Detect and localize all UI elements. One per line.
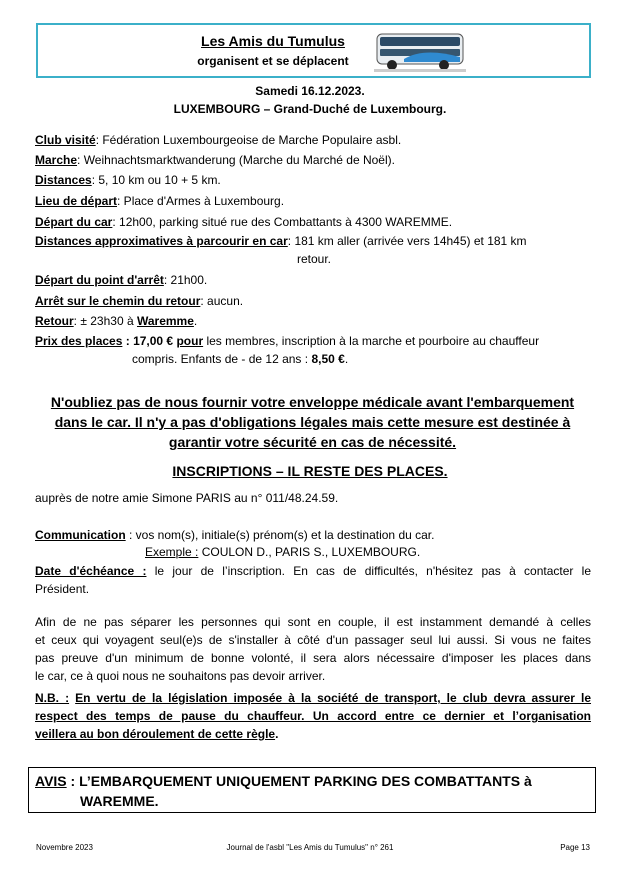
- price-line-2: [132, 352, 348, 366]
- club-visited-value: : Fédération Luxembourgeoise de Marche Populaire asbl.: [95, 133, 402, 147]
- footer-page: Page 13: [560, 843, 590, 852]
- stop-departure-value: : 21h00.: [163, 273, 208, 287]
- nb-text-2: respect des temps de pause du chauffeur. Un accord entre ce dernier et l’organisation: [35, 709, 591, 723]
- inscriptions-title: INSCRIPTIONS – IL RESTE DES PLACES.: [172, 463, 448, 479]
- nb-text-1: En vertu de la législation imposée à la société de transport, le club devra assurer le: [75, 691, 592, 705]
- deadline-text-2: Président.: [35, 582, 90, 596]
- approx-distance-label: Distances approximatives à parcourir en car: [35, 234, 288, 248]
- price-sep: :: [122, 334, 134, 348]
- club-visited-line: [35, 133, 401, 147]
- return-stop-value: : aucun.: [200, 294, 244, 308]
- start-value: : Place d'Armes à Luxembourg.: [117, 194, 285, 208]
- couples-paragraph: [35, 613, 591, 685]
- nb-line-3: [35, 725, 591, 743]
- nb-text-3: veillera au bon déroulement de cette règle: [35, 727, 276, 741]
- communication-value: : vos nom(s), initiale(s) prénom(s) et la destination du car.: [125, 528, 435, 542]
- bus-departure-line: [35, 215, 452, 229]
- example-line: [145, 545, 420, 559]
- distances-line: [35, 173, 221, 187]
- nb-text-3-end: .: [275, 727, 279, 741]
- walk-line: [35, 153, 395, 167]
- communication-label: Communication: [35, 528, 126, 542]
- price-amount: 17,00 €: [133, 334, 174, 348]
- avis-line-1: [35, 771, 532, 791]
- club-name: Les Amis du Tumulus: [201, 33, 345, 49]
- deadline-line-1: [35, 562, 591, 580]
- price-line2-text: compris. Enfants de - de 12 ans :: [132, 352, 312, 366]
- footer-journal: Journal de l'asbl "Les Amis du Tumulus" n° 261: [226, 843, 394, 852]
- return-label: Retour: [35, 314, 74, 328]
- start-line: [35, 194, 284, 208]
- warning-line-2: dans le car. Il n'y a pas d'obligations légales mais cette mesure est destinée à: [54, 414, 571, 430]
- footer-date: Novembre 2023: [36, 843, 93, 852]
- return-city: Waremme: [136, 314, 194, 328]
- couples-line-2: et ceux qui voyagent seul(e)s de s'installer à côté d'un passager seul lui aussi. Si vous ne faites: [35, 633, 591, 647]
- price-pour: pour: [176, 334, 204, 348]
- avis-label: AVIS: [35, 773, 67, 789]
- club-visited-label: Club visité: [35, 133, 96, 147]
- couples-line-3: pas preuve d'un minimum de bonne volonté, il sera alors nécessaire d'imposer les places dans: [35, 651, 591, 665]
- return-stop-label: Arrêt sur le chemin du retour: [35, 294, 201, 308]
- return-stop-line: [35, 294, 243, 308]
- nb-line-1: [35, 689, 591, 707]
- avis-box: [28, 767, 596, 813]
- walk-label: Marche: [35, 153, 78, 167]
- deadline-paragraph: [35, 562, 591, 598]
- trip-date: Samedi 16.12.2023.: [255, 84, 365, 98]
- stop-departure-label: Départ du point d'arrêt: [35, 273, 164, 287]
- return-line: [35, 314, 197, 328]
- price-rest: les membres, inscription à la marche et pourboire au chauffeur: [203, 334, 540, 348]
- return-end: .: [193, 314, 198, 328]
- approx-distance-value-2: retour.: [297, 252, 332, 266]
- header-box: [36, 23, 591, 78]
- example-label: Exemple :: [145, 545, 199, 559]
- price-label: Prix des places: [35, 334, 123, 348]
- bus-departure-value: : 12h00, parking situé rue des Combattants à 4300 WAREMME.: [112, 215, 453, 229]
- bus-departure-label: Départ du car: [35, 215, 113, 229]
- deadline-label: Date d'échéance :: [35, 564, 147, 578]
- walk-value: : Weihnachtsmarktwanderung (Marche du Marché de Noël).: [77, 153, 395, 167]
- start-label: Lieu de départ: [35, 194, 118, 208]
- example-value: COULON D., PARIS S., LUXEMBOURG.: [198, 545, 421, 559]
- couples-line-4: le car, ce à quoi nous ne souhaitons pas devoir arriver.: [35, 669, 326, 683]
- warning-line-1: N'oubliez pas de nous fournir votre enveloppe médicale avant l'embarquement: [50, 394, 575, 410]
- price-line: [35, 334, 539, 348]
- price-child: 8,50 €: [311, 352, 345, 366]
- club-subtitle: organisent et se déplacent: [197, 54, 349, 68]
- warning-line-3: garantir votre sécurité en cas de nécessité.: [168, 434, 457, 450]
- stop-departure-line: [35, 273, 207, 287]
- approx-distance-value: : 181 km aller (arrivée vers 14h45) et 181 km: [287, 234, 527, 248]
- distances-value: : 5, 10 km ou 10 + 5 km.: [91, 173, 221, 187]
- return-value: : ± 23h30 à: [73, 314, 137, 328]
- trip-destination: LUXEMBOURG – Grand-Duché de Luxembourg.: [173, 102, 447, 116]
- avis-text-2: WAREMME.: [80, 793, 159, 809]
- inscriptions-contact: auprès de notre amie Simone PARIS au n° 011/48.24.59.: [35, 491, 339, 505]
- coach-bus-icon: [374, 29, 466, 73]
- communication-line: [35, 528, 434, 542]
- avis-text-1: : L’EMBARQUEMENT UNIQUEMENT PARKING DES COMBATTANTS à: [66, 773, 532, 789]
- approx-distance-line: [35, 234, 527, 248]
- medical-warning: [35, 392, 590, 452]
- price-line2-end: .: [344, 352, 349, 366]
- couples-line-1: Afin de ne pas séparer les personnes qui sont en couple, il est instamment demandé à celles: [35, 615, 591, 629]
- distances-label: Distances: [35, 173, 92, 187]
- nb-label: N.B. :: [35, 691, 70, 705]
- nb-paragraph: [35, 689, 591, 743]
- deadline-text-1: le jour de l’inscription. En cas de difficultés, n'hésitez pas à contacter le: [146, 564, 591, 578]
